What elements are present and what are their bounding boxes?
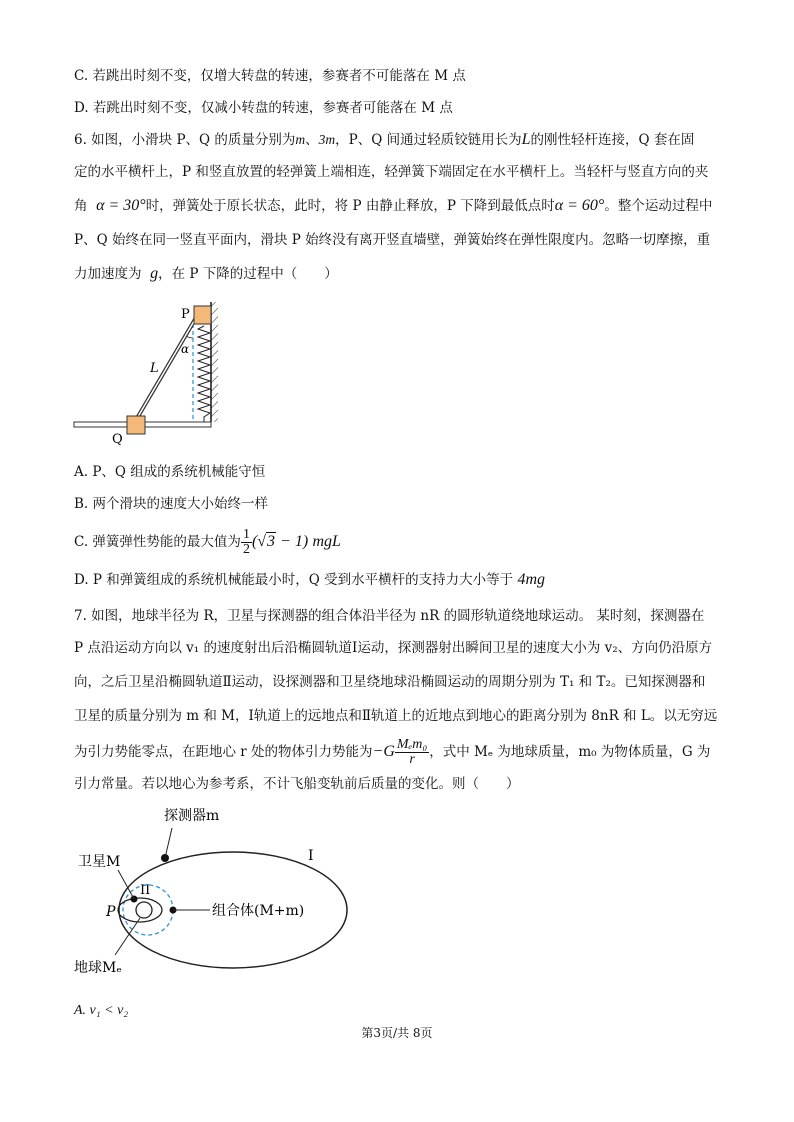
q7-line-4: 卫星的质量分别为 m 和 M，Ⅰ轨道上的远地点和Ⅱ轨道上的近地点到地心的距离分别为 8nR 和 L。以无穷远 bbox=[74, 708, 718, 724]
label-earth: 地球Mₑ bbox=[74, 960, 122, 976]
q6-option-a: A. P、Q 组成的系统机械能守恒 bbox=[74, 464, 266, 480]
q6-line-1: 6. 如图，小滑块 P、Q 的质量分别为m、3m，P、Q 间通过轻质铰链用长为L的刚性轻杆连接，Q 套在固 bbox=[74, 131, 695, 148]
q7-line-2: P 点沿运动方向以 v₁ 的速度射出后沿椭圆轨道Ⅰ运动，探测器射出瞬间卫星的速度大小为 v₂、方向仍沿原方 bbox=[74, 640, 713, 656]
label-q: Q bbox=[112, 432, 123, 446]
q7-line-5: 为引力势能零点，在距地心 r 处的物体引力势能为−G $\frac{\text{Mₑm₀}}{r}$ ，式中 Mₑ 为地球质量，m₀ 为物体质量，G 为 bbox=[74, 737, 711, 767]
earth bbox=[136, 902, 152, 918]
wall-hatch bbox=[211, 302, 218, 422]
block-p bbox=[194, 306, 211, 324]
q6-line-2: 定的水平横杆上，P 和竖直放置的轻弹簧上端相连，轻弹簧下端固定在水平横杆上。当轻杆与竖直方向的夹 bbox=[74, 164, 709, 180]
q6-line-3: 角 α = 30°时，弹簧处于原长状态，此时，将 P 由静止释放，P 下降到最低点时α = 60°。整个运动过程中 bbox=[74, 197, 713, 214]
label-p: P bbox=[106, 904, 116, 920]
q6-line-4: P、Q 始终在同一竖直平面内，滑块 P 始终没有离开竖直墙壁，弹簧始终在弹性限度内。忽略一切摩擦，重 bbox=[74, 232, 711, 248]
option-c-prev: C. 若跳出时刻不变，仅增大转盘的转速，参赛者不可能落在 M 点 bbox=[74, 68, 466, 84]
q7-line-6: 引力常量。若以地心为参考系，不计飞船变轨前后质量的变化。则（ ） bbox=[74, 776, 520, 792]
option-d-prev: D. 若跳出时刻不变，仅减小转盘的转速，参赛者可能落在 M 点 bbox=[74, 100, 453, 116]
label-p: P bbox=[181, 307, 190, 322]
block-q bbox=[127, 416, 145, 434]
q7-option-a: A. v₁ < v₂ bbox=[74, 1003, 129, 1018]
q6-option-c: C. 弹簧弹性势能的最大值为 $\frac{1}{2}$ (√3 − 1) mgL bbox=[74, 527, 341, 557]
label-L: L bbox=[150, 361, 159, 376]
q7-figure bbox=[60, 800, 380, 990]
q6-option-b: B. 两个滑块的速度大小始终一样 bbox=[74, 496, 269, 512]
label-alpha: α bbox=[181, 342, 190, 356]
spring bbox=[198, 326, 210, 422]
q7-line-1: 7. 如图，地球半径为 R，卫星与探测器的组合体沿半径为 nR 的圆形轨道绕地球运动。 某时刻，探测器在 bbox=[74, 608, 705, 624]
q6-option-d: D. P 和弹簧组成的系统机械能最小时，Q 受到水平横杆的支持力大小等于 4mg bbox=[74, 571, 546, 588]
page-footer: 第3页/共 8页 bbox=[361, 1026, 433, 1040]
alpha-arc bbox=[186, 336, 193, 338]
label-combo: 组合体(M+m) bbox=[212, 903, 305, 919]
q6-figure bbox=[60, 296, 240, 446]
q7-line-3: 向，之后卫星沿椭圆轨道Ⅱ运动，设探测器和卫星绕地球沿椭圆运动的周期分别为 T₁ 和 T₂。已知探测器和 bbox=[74, 674, 706, 690]
label-satellite: 卫星M bbox=[78, 854, 121, 870]
label-probe: 探测器m bbox=[164, 808, 220, 824]
q6-line-5: 力加速度为 g，在 P 下降的过程中（ ） bbox=[74, 265, 338, 282]
label-orbit-1: I bbox=[308, 848, 314, 864]
label-orbit-2: II bbox=[140, 883, 151, 898]
